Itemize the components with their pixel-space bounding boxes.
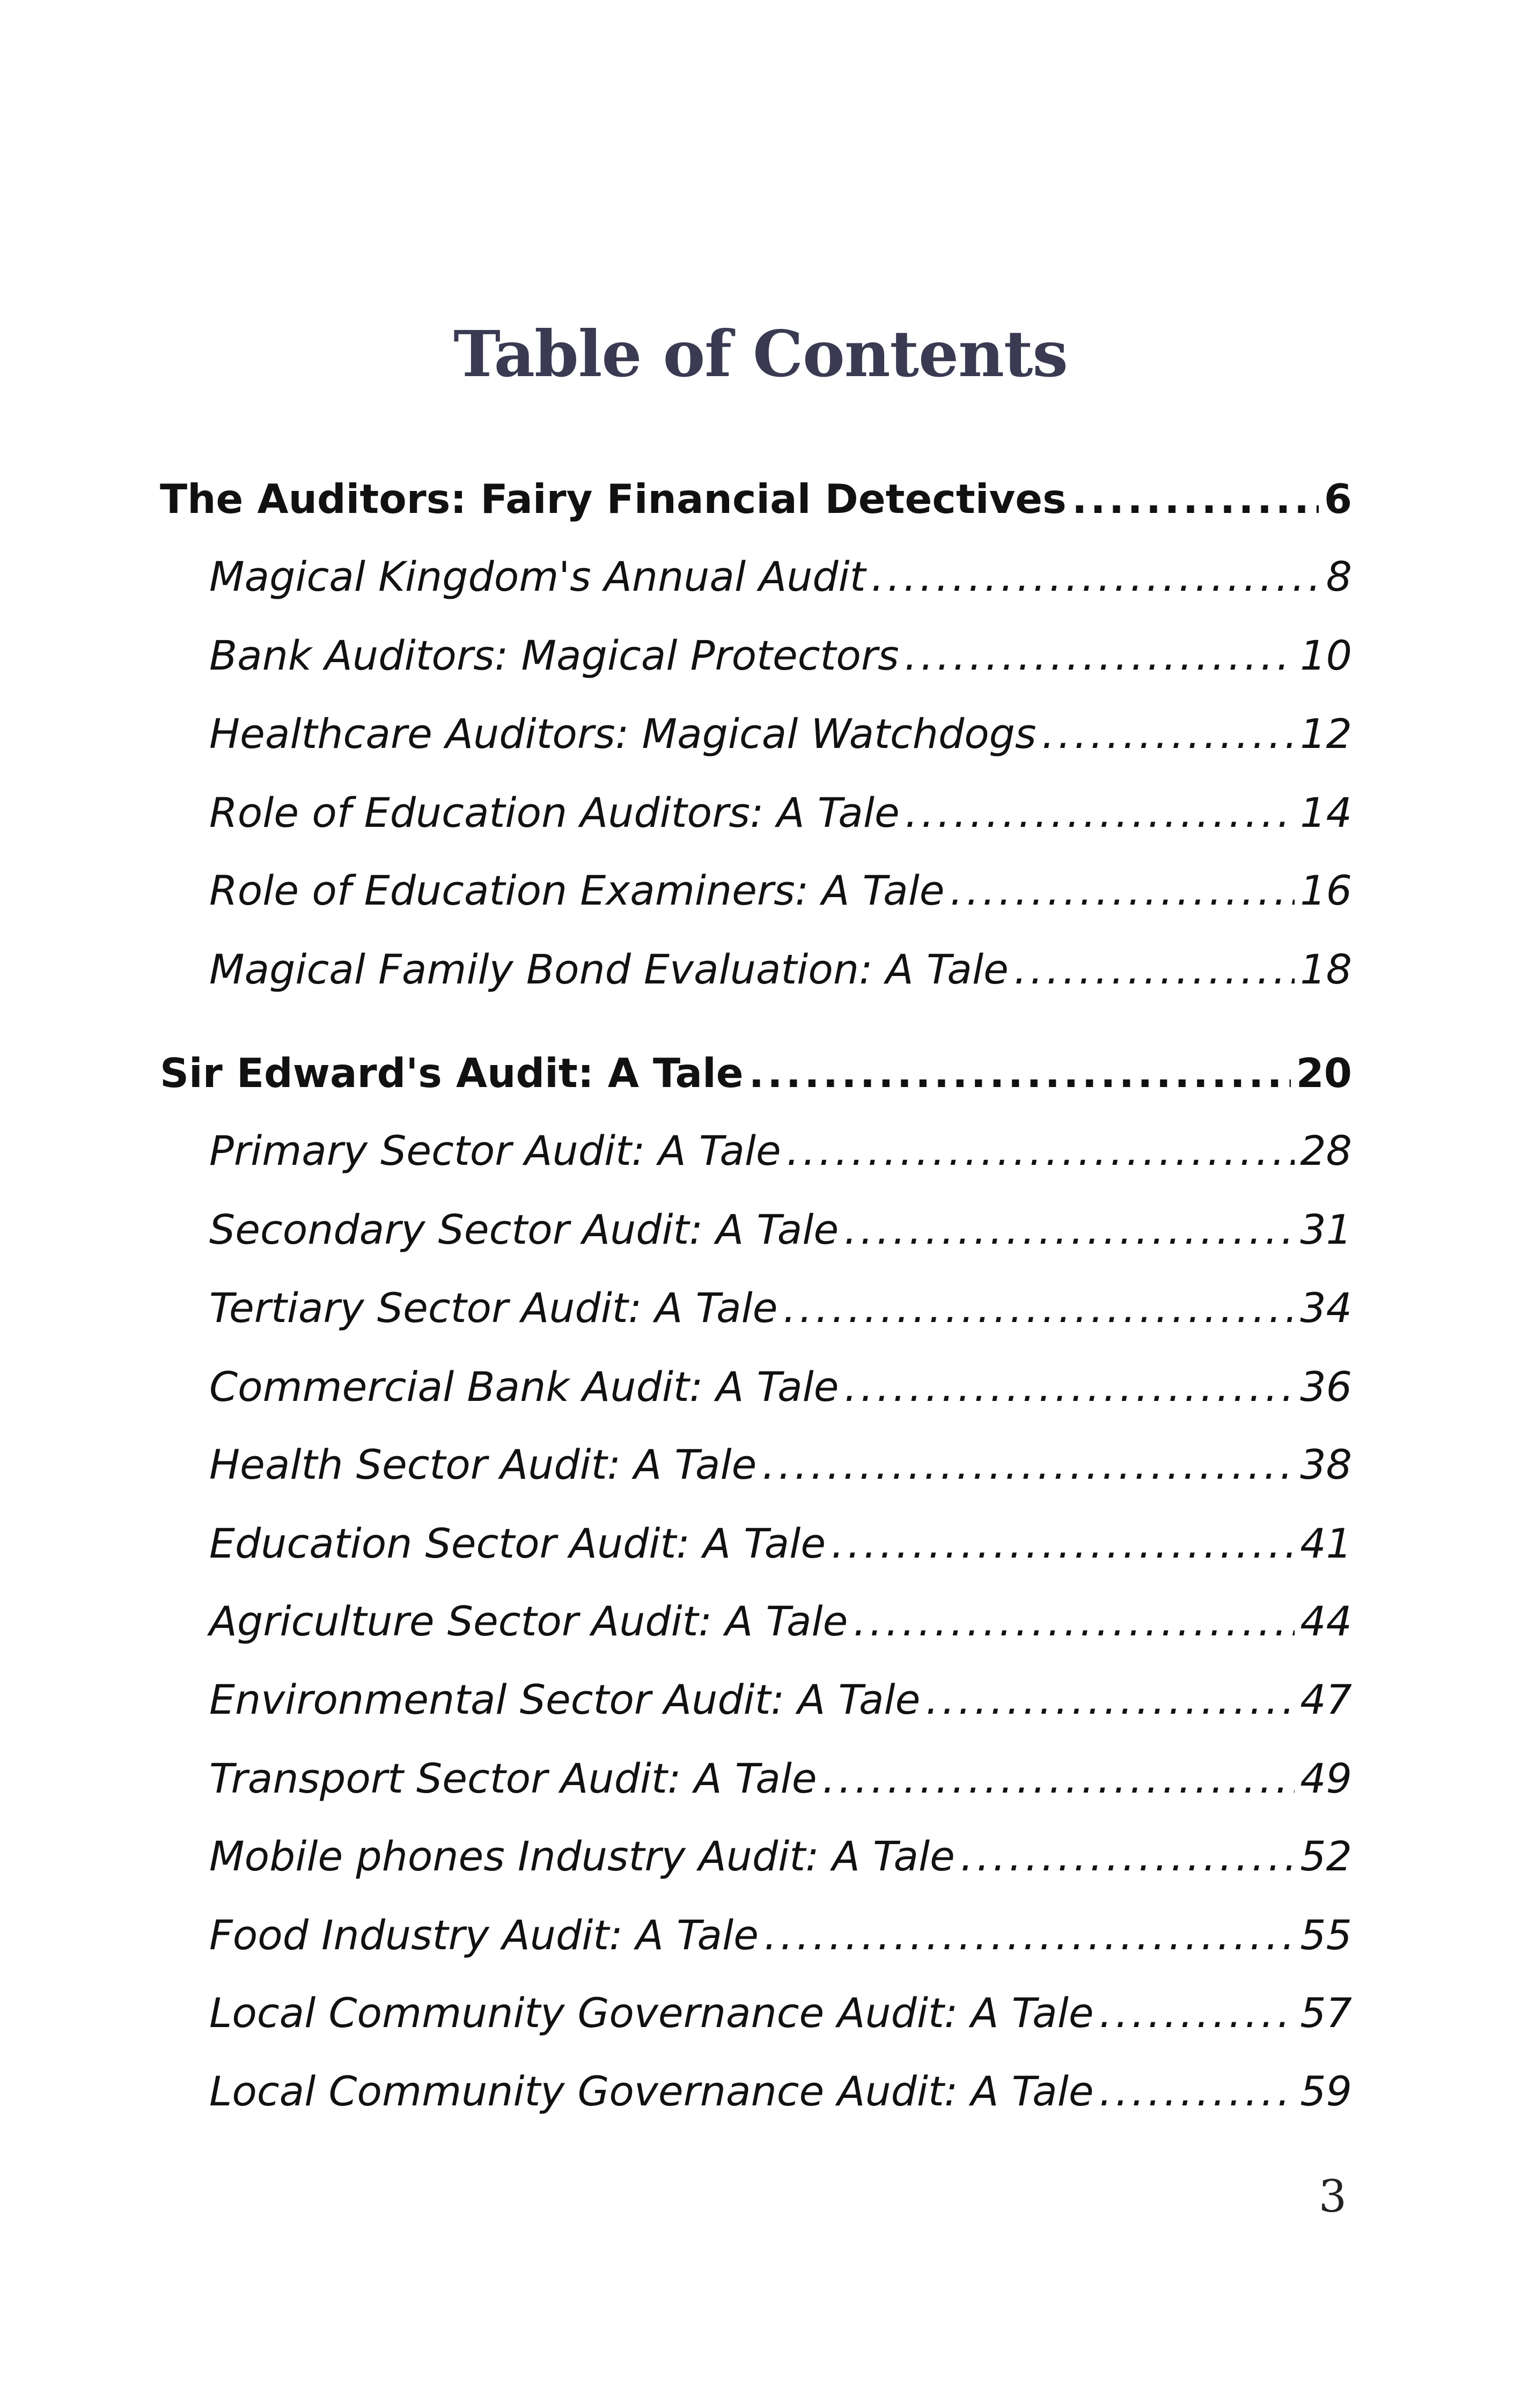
toc-item[interactable] — [209, 781, 1352, 845]
toc-entry-title: Food Industry Audit: A Tale — [209, 1911, 759, 1959]
toc-page-number: 41 — [1300, 1519, 1352, 1567]
toc-page-number: 34 — [1300, 1284, 1352, 1332]
toc-entry-title: Tertiary Sector Audit: A Tale — [209, 1284, 778, 1332]
toc-page-number: 55 — [1300, 1911, 1352, 1959]
dot-leader — [844, 1355, 1295, 1419]
dot-leader — [764, 1903, 1295, 1967]
toc-page-number: 20 — [1296, 1049, 1352, 1097]
toc-page-number: 38 — [1300, 1441, 1352, 1488]
toc-page-number: 6 — [1324, 475, 1352, 523]
toc-item[interactable] — [209, 1824, 1352, 1889]
toc-entry-title: Bank Auditors: Magical Protectors — [209, 632, 899, 679]
toc-page-number: 59 — [1300, 2067, 1352, 2115]
toc-item[interactable] — [209, 1276, 1352, 1340]
dot-leader — [822, 1746, 1295, 1811]
dot-leader — [1099, 2059, 1295, 2124]
toc-entry-title: Local Community Governance Audit: A Tale — [209, 2067, 1094, 2115]
toc-item[interactable] — [209, 1511, 1352, 1576]
toc-entry-title: Sir Edward's Audit: A Tale — [160, 1049, 744, 1097]
dot-leader — [950, 858, 1295, 923]
toc-item[interactable] — [209, 1668, 1352, 1732]
toc-item[interactable] — [209, 937, 1352, 1002]
toc-entry-title: Healthcare Auditors: Magical Watchdogs — [209, 710, 1037, 758]
toc-page-number: 44 — [1300, 1597, 1352, 1645]
page-title: Table of Contents — [453, 317, 1068, 391]
toc-item[interactable] — [209, 702, 1352, 766]
toc-entry-title: Transport Sector Audit: A Tale — [209, 1754, 817, 1802]
toc-page-number: 16 — [1300, 867, 1352, 914]
toc-item[interactable] — [209, 2059, 1352, 2124]
toc-page-number: 14 — [1300, 789, 1352, 836]
toc-item[interactable] — [209, 1119, 1352, 1183]
dot-leader — [871, 545, 1321, 609]
toc-entry-title: Health Sector Audit: A Tale — [209, 1441, 757, 1488]
dot-leader — [844, 1198, 1295, 1262]
toc-page-number: 52 — [1300, 1832, 1352, 1880]
toc-entry-title: Role of Education Auditors: A Tale — [209, 789, 900, 836]
dot-leader — [1042, 702, 1295, 766]
toc-entry-title: Primary Sector Audit: A Tale — [209, 1127, 781, 1174]
toc-item[interactable] — [209, 1746, 1352, 1811]
toc-entry-title: The Auditors: Fairy Financial Detectives — [160, 475, 1067, 523]
toc-entry-title: Environmental Sector Audit: A Tale — [209, 1676, 921, 1723]
toc-item[interactable] — [209, 1433, 1352, 1497]
toc-page-number: 28 — [1300, 1127, 1352, 1174]
toc-item[interactable] — [209, 1355, 1352, 1419]
toc-page-number: 12 — [1300, 710, 1352, 758]
toc-page-number: 10 — [1300, 632, 1352, 679]
dot-leader — [905, 781, 1295, 845]
toc-entry-title: Magical Family Bond Evaluation: A Tale — [209, 945, 1009, 993]
toc-page-number: 31 — [1300, 1206, 1352, 1253]
toc-section[interactable] — [160, 467, 1352, 531]
toc-entry-title: Mobile phones Industry Audit: A Tale — [209, 1832, 955, 1880]
toc-entry-title: Education Sector Audit: A Tale — [209, 1519, 826, 1567]
toc-entry-title: Role of Education Examiners: A Tale — [209, 867, 945, 914]
toc-entry-title: Magical Kingdom's Annual Audit — [209, 553, 866, 600]
dot-leader — [762, 1433, 1295, 1497]
toc-page-number: 49 — [1300, 1754, 1352, 1802]
toc-page-number: 57 — [1300, 1989, 1352, 2037]
dot-leader — [925, 1668, 1295, 1732]
dot-leader — [783, 1276, 1295, 1340]
dot-leader — [1072, 467, 1319, 531]
dot-leader — [1099, 1981, 1295, 2045]
toc-page-number: 36 — [1300, 1363, 1352, 1411]
toc-item[interactable] — [209, 858, 1352, 923]
toc-item[interactable] — [209, 1981, 1352, 2045]
toc-section[interactable] — [160, 1041, 1352, 1105]
toc-entry-title: Agriculture Sector Audit: A Tale — [209, 1597, 848, 1645]
dot-leader — [831, 1511, 1295, 1576]
dot-leader — [787, 1119, 1295, 1183]
dot-leader — [905, 623, 1295, 688]
dot-leader — [853, 1589, 1295, 1654]
toc-item[interactable] — [209, 1903, 1352, 1967]
toc-page-number: 8 — [1326, 553, 1352, 600]
dot-leader — [1014, 937, 1295, 1002]
toc-entry-title: Commercial Bank Audit: A Tale — [209, 1363, 839, 1411]
toc-entry-title: Secondary Sector Audit: A Tale — [209, 1206, 839, 1253]
toc-item[interactable] — [209, 1198, 1352, 1262]
toc-item[interactable] — [209, 623, 1352, 688]
toc-page-number: 47 — [1300, 1676, 1352, 1723]
page-number: 3 — [1318, 2171, 1347, 2222]
dot-leader — [749, 1041, 1291, 1105]
dot-leader — [960, 1824, 1295, 1889]
toc-entry-title: Local Community Governance Audit: A Tale — [209, 1989, 1094, 2037]
toc-page-number: 18 — [1300, 945, 1352, 993]
toc-item[interactable] — [209, 1589, 1352, 1654]
toc-item[interactable] — [209, 545, 1352, 609]
